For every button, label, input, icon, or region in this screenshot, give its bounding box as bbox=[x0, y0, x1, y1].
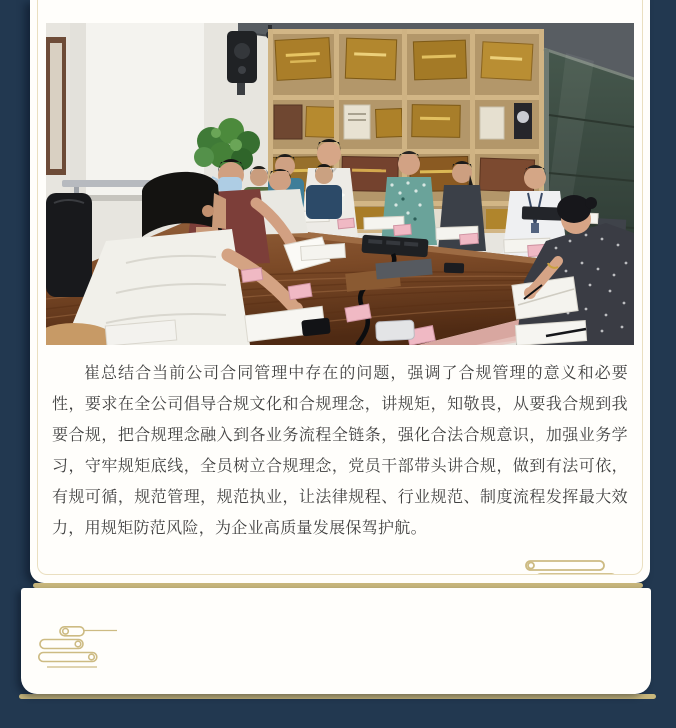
scroll-ornament-icon bbox=[38, 558, 620, 575]
content-card bbox=[30, 0, 650, 583]
footer-card bbox=[21, 588, 651, 694]
meeting-photo-illustration bbox=[46, 23, 634, 345]
article-paragraph: 崔总结合当前公司合同管理中存在的问题，强调了合规管理的意义和必要性，要求在全公司倡导合规文化和合规理念，讲规矩，知敬畏，从要我合规到我要合规，把合规理念融入到各业务流程全链条，强化合法合规意识，加强业务学习，守牢规矩底线，全员树立合规理念，党员干部带头讲合规，做到有法可依，有规可循，规范管理，规范执业，让法律规程、行业规范、制度流程发挥最大效力，用规矩防范风险，为企业高质量发展保驾护航。 bbox=[52, 365, 628, 537]
scroll-ornament-graphic bbox=[520, 558, 620, 575]
cloud-scroll-ornament-icon bbox=[38, 626, 118, 670]
decorative-frame bbox=[37, 0, 643, 575]
meeting-photo[interactable] bbox=[46, 23, 634, 345]
cloud-scroll-ornament-graphic bbox=[38, 626, 118, 670]
gold-divider bbox=[19, 694, 656, 699]
